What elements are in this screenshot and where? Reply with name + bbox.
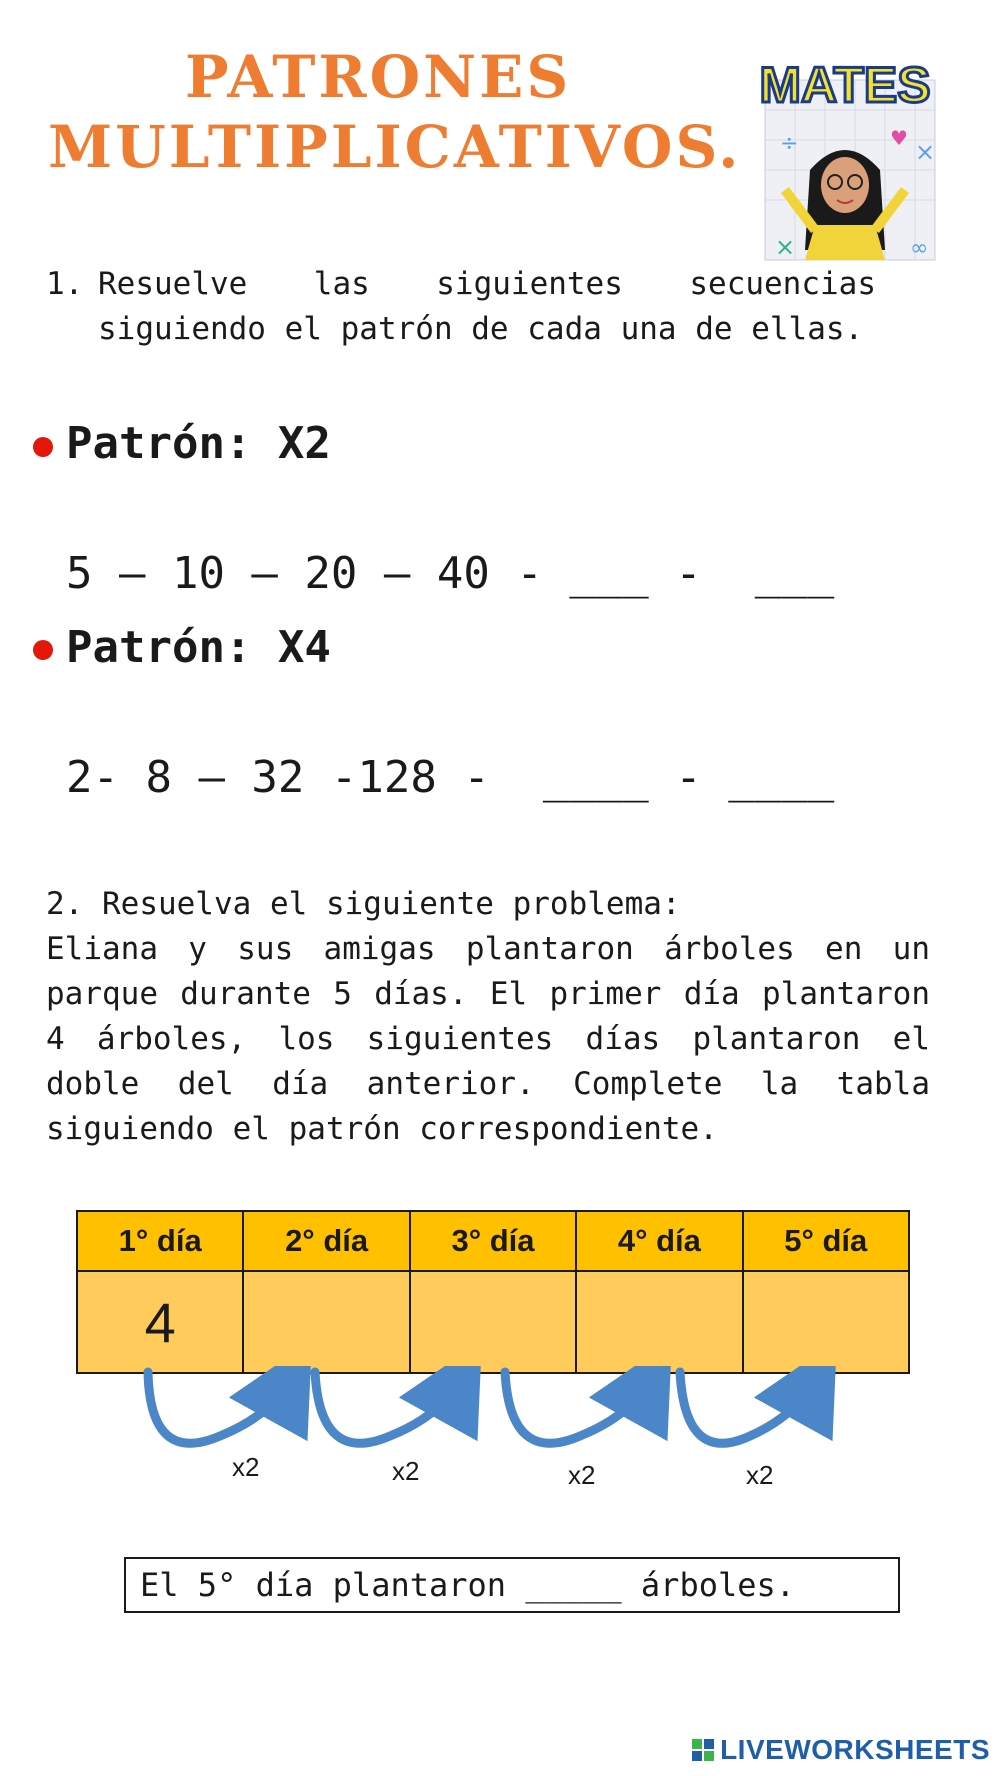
exercise-2-problem [46, 882, 930, 1152]
day-2-header: 2° día [243, 1211, 409, 1271]
day-1-header: 1° día [77, 1211, 243, 1271]
arrow-2-icon [315, 1372, 460, 1443]
day-5-value-input[interactable] [743, 1271, 909, 1373]
arrow-3-icon [505, 1372, 650, 1443]
title-line-1: PATRONES [185, 43, 572, 111]
day-1-value: 4 [77, 1271, 243, 1373]
liveworksheets-brand [692, 1734, 990, 1766]
pattern-1-label: Patrón: X2 [66, 418, 331, 469]
arrow-4-icon [680, 1372, 815, 1443]
arrow-label-2: x2 [392, 1456, 420, 1486]
answer-box[interactable]: El 5° día plantaron _____ árboles. [124, 1557, 900, 1613]
day-2-value-input[interactable] [243, 1271, 409, 1373]
day-4-value-input[interactable] [576, 1271, 742, 1373]
mates-avatar-logo [745, 50, 945, 270]
svg-text:×: × [775, 233, 796, 261]
brand-text: LIVEWORKSHEETS [720, 1734, 990, 1765]
arrow-label-4: x2 [746, 1460, 774, 1490]
bullet-icon [33, 437, 53, 457]
exercise-1-text: Resuelve las siguientes secuencias siguiendo el patrón de cada una de ellas. [98, 266, 876, 347]
arrow-label-3: x2 [568, 1460, 596, 1490]
bullet-icon [33, 640, 53, 660]
pattern-2-sequence[interactable]: 2- 8 – 32 -128 - ____ - ____ [66, 752, 835, 803]
title-line-2: MULTIPLICATIVOS. [48, 113, 742, 181]
pattern-2-label: Patrón: X4 [66, 622, 331, 673]
day-3-value-input[interactable] [410, 1271, 576, 1373]
day-4-header: 4° día [576, 1211, 742, 1271]
arrow-label-1: x2 [232, 1452, 260, 1482]
day-5-header: 5° día [743, 1211, 909, 1271]
svg-text:MATES: MATES [759, 57, 931, 113]
svg-text:♥: ♥ [890, 126, 908, 150]
exercise-2-text: Eliana y sus amigas plantaron árboles en un parque durante 5 días. El primer día plantaron 4 árboles, los siguientes días plantaron el doble del día anterior. Complete la tabla siguiendo el patrón correspondiente. [46, 931, 930, 1147]
exercise-1-number: 1. [46, 266, 84, 302]
liveworksheets-logo-icon [692, 1739, 714, 1761]
days-table [76, 1210, 910, 1374]
pattern-1-sequence[interactable]: 5 – 10 – 20 – 40 - ___ - ___ [66, 548, 835, 599]
multiply-arrows [100, 1366, 900, 1526]
exercise-1-instructions [46, 262, 876, 352]
exercise-2-heading: 2. Resuelva el siguiente problema: [46, 886, 681, 922]
arrow-1-icon [148, 1372, 290, 1443]
svg-text:÷: ÷ [780, 131, 799, 156]
svg-text:×: × [915, 138, 936, 166]
day-3-header: 3° día [410, 1211, 576, 1271]
svg-text:∞: ∞ [910, 236, 929, 261]
